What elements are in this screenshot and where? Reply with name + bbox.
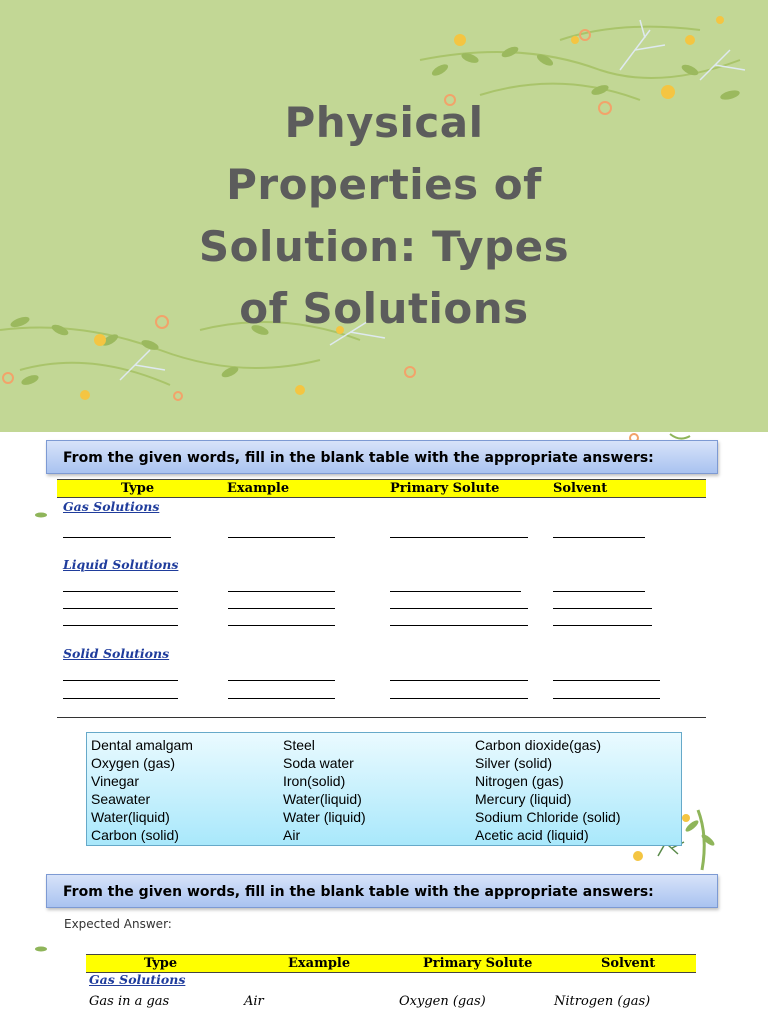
- word-bank-item: Water (liquid): [283, 809, 366, 825]
- word-bank-column: [475, 736, 621, 844]
- answer-cell-example: Air: [244, 994, 264, 1009]
- table-bottom-rule: [57, 717, 706, 718]
- header-example: Example: [227, 481, 290, 496]
- header-primary-solute: Primary Solute: [390, 481, 500, 496]
- leaf-icon: [34, 510, 48, 520]
- header-type: Type: [121, 481, 155, 496]
- blank-line: [63, 591, 178, 592]
- answer-cell-type: Gas in a gas: [89, 994, 170, 1009]
- blank-line: [553, 680, 660, 681]
- word-bank-item: Water(liquid): [283, 791, 362, 807]
- expected-answer-label: Expected Answer:: [64, 917, 172, 931]
- word-bank-item: Acetic acid (liquid): [475, 827, 589, 843]
- header-solvent: Solvent: [553, 481, 608, 496]
- word-bank-item: Carbon (solid): [91, 827, 179, 843]
- word-bank-item: Seawater: [91, 791, 151, 807]
- word-bank-column: [283, 736, 366, 844]
- blank-line: [553, 608, 652, 609]
- answer-cell-primary-solute: Oxygen (gas): [399, 994, 486, 1009]
- word-bank-item: Water(liquid): [91, 809, 170, 825]
- section-label-gas: Gas Solutions: [63, 499, 160, 514]
- word-bank-item: Vinegar: [91, 773, 140, 789]
- blank-line: [553, 698, 660, 699]
- instruction-banner: From the given words, fill in the blank table with the appropriate answers:: [46, 440, 718, 474]
- word-bank: [86, 732, 682, 846]
- word-bank-item: Carbon dioxide(gas): [475, 737, 602, 753]
- blank-line: [390, 591, 521, 592]
- leaf-icon: [34, 944, 48, 954]
- word-bank-item: Dental amalgam: [91, 737, 193, 753]
- blank-line: [63, 537, 171, 538]
- header-example: Example: [288, 956, 351, 971]
- blank-line: [390, 698, 528, 699]
- blank-line: [63, 625, 178, 626]
- title-line: Solution: Types: [198, 222, 570, 271]
- blank-line: [63, 698, 178, 699]
- answer-table-header: [86, 954, 696, 973]
- blank-line: [228, 698, 335, 699]
- blank-line: [390, 680, 528, 681]
- word-bank-item: Oxygen (gas): [91, 755, 176, 771]
- word-bank-item: Iron(solid): [283, 773, 346, 789]
- blank-line: [228, 537, 335, 538]
- blank-line: [390, 608, 528, 609]
- blank-line: [390, 625, 528, 626]
- blank-line: [63, 608, 178, 609]
- header-type: Type: [144, 956, 178, 971]
- worksheet-slide: [0, 432, 768, 1024]
- blank-line: [63, 680, 178, 681]
- section-label-liquid: Liquid Solutions: [63, 557, 179, 572]
- title-line: Physical: [284, 98, 484, 147]
- word-bank-item: Soda water: [283, 755, 354, 771]
- instruction-banner-2: From the given words, fill in the blank table with the appropriate answers:: [46, 874, 718, 908]
- header-primary-solute: Primary Solute: [423, 956, 533, 971]
- answer-section-label-gas: Gas Solutions: [89, 972, 186, 987]
- slide-title: [144, 92, 624, 340]
- answer-cell-solvent: Nitrogen (gas): [554, 994, 651, 1009]
- blank-line: [228, 591, 335, 592]
- blank-line: [228, 625, 335, 626]
- header-solvent: Solvent: [601, 956, 656, 971]
- word-bank-item: Nitrogen (gas): [475, 773, 564, 789]
- section-label-solid: Solid Solutions: [63, 646, 170, 661]
- word-bank-item: Steel: [283, 737, 315, 753]
- blank-line: [228, 608, 335, 609]
- word-bank-item: Mercury (liquid): [475, 791, 572, 807]
- blank-line: [553, 537, 645, 538]
- table-header: [57, 479, 706, 498]
- word-bank-item: Air: [283, 827, 301, 843]
- title-line: Properties of: [226, 160, 542, 209]
- blank-line: [553, 591, 645, 592]
- word-bank-item: Silver (solid): [475, 755, 553, 771]
- word-bank-column: [91, 736, 193, 844]
- blank-line: [228, 680, 335, 681]
- word-bank-item: Sodium Chloride (solid): [475, 809, 621, 825]
- title-slide: [0, 0, 768, 432]
- blank-line: [553, 625, 652, 626]
- title-line: of Solutions: [239, 284, 529, 333]
- blank-line: [390, 537, 528, 538]
